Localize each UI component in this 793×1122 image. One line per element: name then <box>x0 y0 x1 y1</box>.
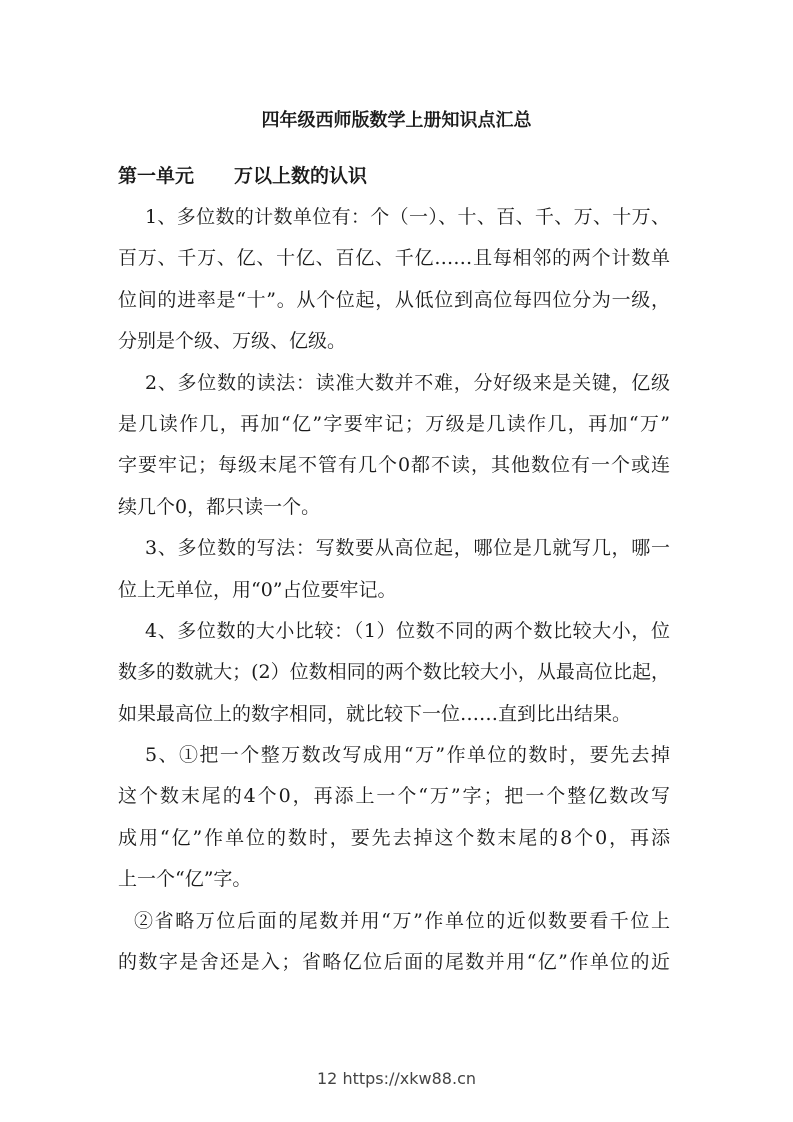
text-line: 数多的数就大；(2）位数相同的两个数比较大小，从最高位比起， <box>118 661 670 684</box>
unit-name: 万以上数的认识 <box>234 165 368 187</box>
paragraph <box>118 531 670 614</box>
paragraph <box>118 366 670 532</box>
text-line: 位上无单位，用“0”占位要牢记。 <box>118 578 397 601</box>
text-line: 分别是个级、万级、亿级。 <box>118 330 347 353</box>
paragraph <box>118 904 670 987</box>
page-footer: 12 https://xkw88.cn <box>317 1069 476 1088</box>
text-line: 1、多位数的计数单位有：个（一）、十、百、千、万、十万、 <box>145 206 670 228</box>
text-line: 这个数末尾的4个0，再添上一个“万”字；把一个整亿数改写 <box>118 785 670 808</box>
text-line: 百万、千万、亿、十亿、百亿、千亿……且每相邻的两个计数单 <box>118 247 670 270</box>
text-line: 成用“亿”作单位的数时，要先去掉这个数末尾的8个0，再添 <box>118 826 670 849</box>
paragraph <box>118 200 670 366</box>
text-line: 续几个0，都只读一个。 <box>118 495 321 518</box>
text-line: 5、①把一个整万数改写成用“万”作单位的数时，要先去掉 <box>145 744 670 767</box>
text-line: 4、多位数的大小比较：（1）位数不同的两个数比较大小，位 <box>145 619 670 642</box>
paragraph <box>118 614 670 738</box>
text-line: 的数字是舍还是入；省略亿位后面的尾数并用“亿”作单位的近 <box>118 951 670 974</box>
text-line: 上一个“亿”字。 <box>118 868 252 891</box>
text-line: 3、多位数的写法：写数要从高位起，哪位是几就写几，哪一 <box>145 537 670 560</box>
unit-heading <box>118 161 367 188</box>
text-line: 2、多位数的读法：读准大数并不难，分好级来是关键，亿级 <box>145 371 670 394</box>
text-line: ②省略万位后面的尾数并用“万”作单位的近似数要看千位上 <box>134 909 670 932</box>
document-body <box>118 200 670 986</box>
text-line: 位间的进率是“十”。从个位起，从低位到高位每四位分为一级， <box>118 288 670 311</box>
text-line: 字要牢记；每级末尾不管有几个0都不读，其他数位有一个或连 <box>118 454 670 477</box>
unit-label: 第一单元 <box>118 165 195 187</box>
text-line: 如果最高位上的数字相同，就比较下一位……直到比出结果。 <box>118 702 632 725</box>
paragraph <box>118 738 670 904</box>
document-title: 四年级西师版数学上册知识点汇总 <box>261 110 532 131</box>
text-line: 是几读作几，再加“亿”字要牢记；万级是几读作几，再加“万” <box>118 412 670 435</box>
